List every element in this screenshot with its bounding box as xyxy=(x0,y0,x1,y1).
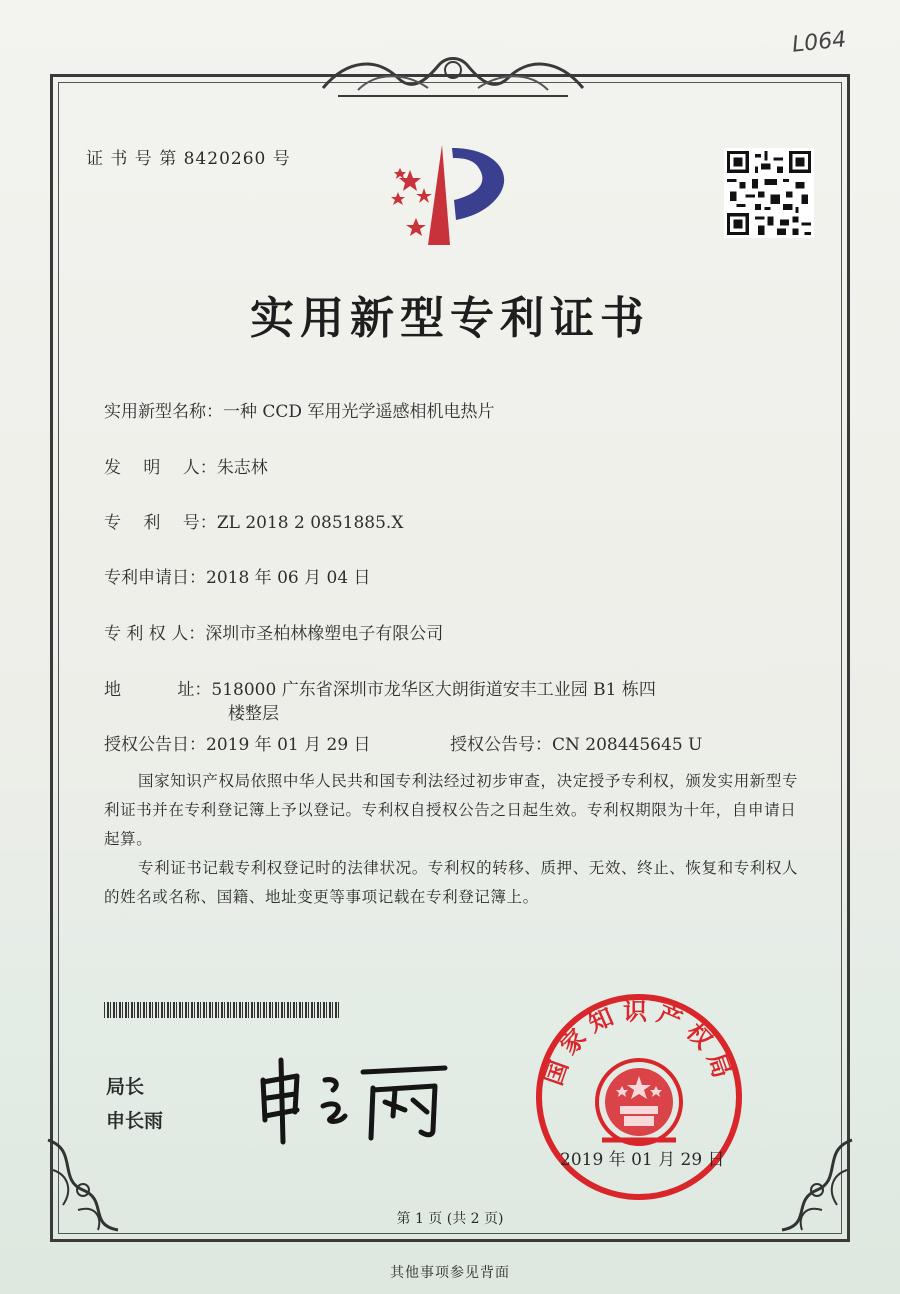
field-address-line2: 楼整层 xyxy=(228,704,279,724)
field-label: 授权公告日： xyxy=(104,735,206,755)
field-label: 地 址： xyxy=(104,680,212,700)
field-label: 授权公告号： xyxy=(450,735,552,755)
field-value: 深圳市圣柏林橡塑电子有限公司 xyxy=(205,624,444,644)
field-patent-number xyxy=(104,508,403,533)
statement-paragraph-1: 国家知识产权局依照中华人民共和国专利法经过初步审查，决定授予专利权，颁发实用新型专利证书并在专利登记簿上予以登记。专利权自授权公告之日起生效。专利权期限为十年，自申请日起算。 xyxy=(104,772,799,848)
qr-code xyxy=(724,148,814,238)
ornament-top xyxy=(318,48,588,104)
field-label: 专 利 权 人： xyxy=(104,624,206,644)
seal-text: 国家知识产权局 xyxy=(539,997,739,1089)
field-value: 一种 CCD 军用光学遥感相机电热片 xyxy=(223,402,495,422)
field-value: ZL 2018 2 0851885.X xyxy=(216,513,404,533)
patent-office-logo xyxy=(380,140,530,250)
page-number: 第 1 页 (共 2 页) xyxy=(396,1211,504,1227)
director-title: 局长 xyxy=(106,1076,145,1098)
field-label: 专利申请日： xyxy=(104,568,206,588)
field-grant-date xyxy=(104,730,371,755)
field-value: 518000 广东省深圳市龙华区大朗街道安丰工业园 B1 栋四 xyxy=(211,680,656,700)
official-seal xyxy=(532,990,746,1204)
field-value: 2018 年 06 月 04 日 xyxy=(206,568,371,588)
field-patentee xyxy=(104,619,443,644)
footnote: 其他事项参见背面 xyxy=(390,1265,510,1281)
certificate-title: 实用新型专利证书 xyxy=(250,293,650,344)
field-label: 发 明 人： xyxy=(104,458,217,478)
seal-date: 2019 年 01 月 29 日 xyxy=(560,1150,725,1170)
director-name: 申长雨 xyxy=(106,1110,164,1132)
statement-paragraph-2: 专利证书记载专利权登记时的法律状况。专利权的转移、质押、无效、终止、恢复和专利权人的姓名或名称、国籍、地址变更等事项记载在专利登记簿上。 xyxy=(104,859,799,906)
field-label: 专 利 号： xyxy=(104,513,217,533)
field-filing-date xyxy=(104,563,371,588)
director-signature xyxy=(245,1050,455,1145)
national-emblem xyxy=(597,1060,681,1144)
field-inventor xyxy=(104,453,268,478)
field-value: 朱志林 xyxy=(216,458,268,478)
barcode xyxy=(104,1002,340,1018)
certificate-number: 证 书 号 第 8420260 号 xyxy=(86,149,291,169)
field-label: 实用新型名称： xyxy=(104,402,223,422)
handwritten-note: L064 xyxy=(790,27,848,58)
field-value: 2019 年 01 月 29 日 xyxy=(206,735,371,755)
field-grant-number xyxy=(450,730,702,755)
field-utility-model-name xyxy=(104,397,494,422)
field-value: CN 208445645 U xyxy=(552,735,703,755)
field-address xyxy=(104,675,656,700)
